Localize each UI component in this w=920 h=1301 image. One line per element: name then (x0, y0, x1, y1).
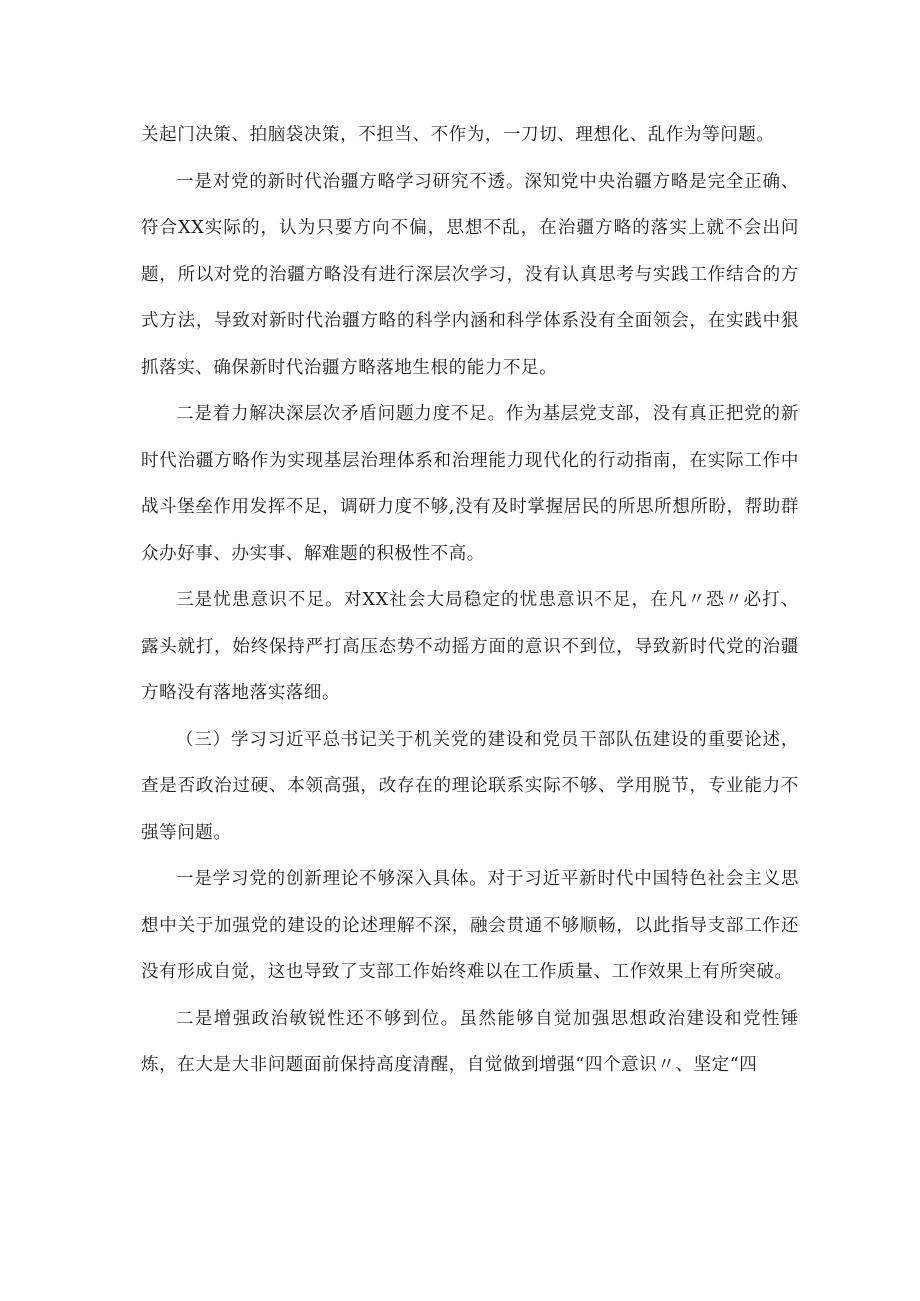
paragraph-political-sensitivity: 二是增强政治敏锐性还不够到位。虽然能够自觉加强思想政治建设和党性锤炼，在大是大非问题面前保持高度清醒，自觉做到增强“四个意识〃、坚定“四 (141, 1008, 799, 1075)
paragraph-section-three-heading: （三）学习习近平总书记关于机关党的建设和党员干部队伍建设的重要论述，查是否政治过硬、本领高强，改存在的理论联系实际不够、学用脱节，专业能力不强等问题。 (141, 729, 799, 843)
paragraph-deep-problems: 二是着力解决深层次矛盾问题力度不足。作为基层党支部，没有真正把党的新时代治疆方略作为实现基层治理体系和治理能力现代化的行动指南，在实际工作中战斗堡垒作用发挥不足，调研力度不够,没有及时掌握居民的所思所想所盼，帮助群众办好事、办实事、解难题的积极性不高。 (141, 404, 799, 564)
document-body (141, 112, 799, 1089)
paragraph-awareness: 三是忧患意识不足。对XX社会大局稳定的忧患意识不足，在凡〃恐〃必打、露头就打，始终保持严打高压态势不动摇方面的意识不到位，导致新时代党的治疆方略没有落地落实落细。 (141, 590, 799, 703)
paragraph-innovation-theory: 一是学习党的创新理论不够深入具体。对于习近平新时代中国特色社会主义思想中关于加强党的建设的论述理解不深，融会贯通不够顺畅，以此指导支部工作还没有形成自觉，这也导致了支部工作始终难以在工作质量、工作效果上有所突破。 (141, 869, 799, 982)
paragraph-study-strategy: 一是对党的新时代治疆方略学习研究不透。深知党中央治疆方略是完全正确、符合XX实际的，认为只要方向不偏，思想不乱，在治疆方略的落实上就不会出问题，所以对党的治疆方略没有进行深层次学习，没有认真思考与实践工作结合的方式方法，导致对新时代治疆方略的科学内涵和科学体系没有全面领会，在实践中狠抓落实、确保新时代治疆方略落地生根的能力不足。 (141, 171, 799, 378)
paragraph-continuation: 关起门决策、拍脑袋决策，不担当、不作为，一刀切、理想化、乱作为等问题。 (141, 125, 775, 145)
